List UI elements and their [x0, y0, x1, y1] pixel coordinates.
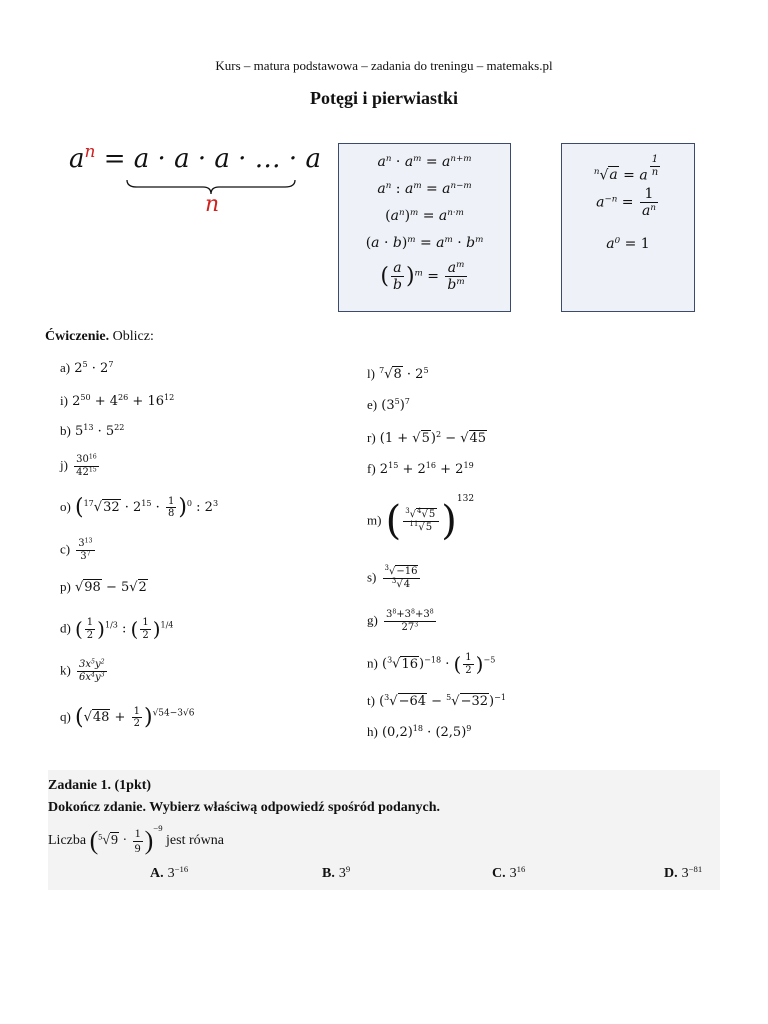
definition-product: = a · a · a · … · a [103, 144, 321, 174]
rules-box-powers [338, 143, 511, 312]
task-option-c[interactable]: C. $3^{16}$ [492, 863, 526, 881]
exercise-a: a) $2^5 \cdot 2^7$ [60, 360, 114, 376]
task-title: Zadanie 1. (1pkt) [48, 778, 152, 793]
rule-quotient: $a^n$ : $a^m = a^{n-m}$ [377, 180, 472, 197]
definition-base: a [69, 144, 85, 174]
exercise-heading: Ćwiczenie. Oblicz: [45, 329, 154, 344]
task-option-a[interactable]: A. $3^{-16}$ [150, 863, 189, 881]
exercise-d: d) ( $\frac{1}{2}$ )$^{1/3}$ : ( $\frac{1}{2}$ )$^{1/4}$ [60, 617, 174, 641]
exercise-t: t) $(^3√-64 - ^5√-32)^{-1}$ [367, 693, 506, 709]
brace-label: n [205, 192, 220, 217]
task-option-b[interactable]: B. $3^9$ [322, 863, 351, 881]
exercise-r: r) $(1 + √5)^2 - √45$ [367, 430, 487, 446]
exercise-j: j) $\frac{30^{16}}{42^{15}}$ [60, 453, 97, 478]
page-title: Potęgi i pierwiastki [310, 88, 458, 108]
rule-root-as-power: $^n$√a = a $^{\frac{1}{n}}$ [593, 154, 659, 184]
task-1 [48, 770, 720, 890]
rule-zero-exponent: $a^0 = 1$ [606, 235, 650, 252]
task-option-d[interactable]: D. $3^{-81}$ [664, 863, 703, 881]
exercise-i: i) $2^{50} + 4^{26} + 16^{12}$ [60, 393, 175, 409]
exercise-l: l) $^7√8 \cdot 2^5$ [367, 366, 429, 382]
exercise-p: p) √98 − 5√2 [60, 579, 147, 595]
rule-power-of-power: $(a^n)^m = a^{n\cdot m}$ [385, 207, 464, 224]
exercise-e: e) $(3^5)^7$ [367, 397, 410, 413]
exercise-q: q) (√48 + $\frac{1}{2}$ )$^{√54-3√6}$ [60, 705, 195, 730]
exercise-f: f) $2^{15} + 2^{16} + 2^{19}$ [367, 461, 474, 477]
exercise-c: c) $\frac{3^{13}}{3^7}$ [60, 537, 93, 562]
rule-power-of-product: $(a \cdot b)^m = a^m \cdot b^m$ [365, 234, 484, 251]
power-definition [55, 141, 321, 222]
task-statement: Liczba ($^5$√9 · $\frac{1}{9}$ )$^{-9}$ jest równa [48, 823, 224, 855]
rule-power-of-quotient: ( $\frac{a}{b}$ )$^m$ = $\frac{a^m}{b^m}$ [380, 259, 465, 294]
exercise-m: m) ( $\frac{^3√^4√5}{^{11}√5}$ )$^{132}$ [367, 494, 475, 544]
exercise-n: n) $(^3√16)^{-18}$ · ( $\frac{1}{2}$ )$^{-5}$ [367, 652, 496, 676]
exercise-b: b) $5^{13} \cdot 5^{22}$ [60, 423, 125, 439]
exercise-o: o) ($^{17}√32 \cdot 2^{15}$ · $\frac{1}{8}$ )$^0$ : $2^3$ [60, 495, 219, 520]
exercise-g: g) $\frac{3^8+3^8+3^8}{27^3}$ [367, 608, 434, 633]
page-header: Kurs – matura podstawowa – zadania do treningu – matemaks.pl [215, 58, 553, 73]
definition-exponent: n [84, 141, 96, 162]
exercise-h: h) $(0,2)^{18} \cdot (2,5)^9$ [367, 724, 472, 740]
rule-negative-exponent: $a^{-n}$ = $\frac{1}{a^n}$ [596, 186, 656, 220]
exercise-k: k) $\frac{3x^5y^2}{6x^4y^3}$ [60, 658, 105, 683]
rule-product: $a^n \cdot a^m = a^{n+m}$ [377, 153, 472, 170]
rules-box-roots [561, 143, 695, 312]
task-instruction: Dokończ zdanie. Wybierz właściwą odpowiedź spośród podanych. [48, 800, 441, 815]
exercise-s: s) $\frac{^3√-16}{^3√4}$ [367, 566, 422, 590]
